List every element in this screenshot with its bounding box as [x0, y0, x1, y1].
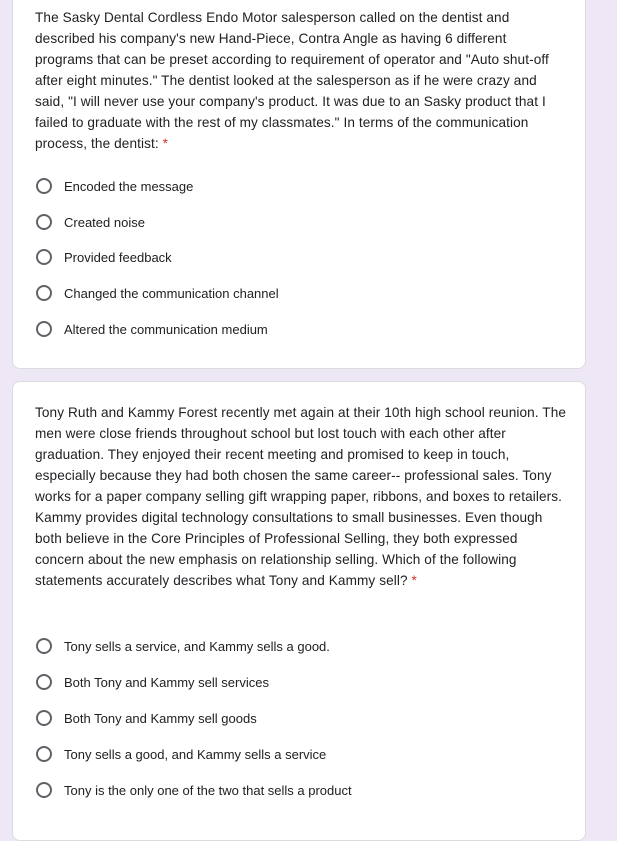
question-text: [35, 402, 567, 591]
option-label: Both Tony and Kammy sell services: [64, 674, 269, 690]
radio-button[interactable]: [36, 249, 52, 265]
option-label: Tony is the only one of the two that sells a product: [64, 782, 352, 798]
option-label: Changed the communication channel: [64, 285, 279, 301]
option-label: Tony sells a service, and Kammy sells a good.: [64, 638, 330, 654]
radio-option[interactable]: [36, 780, 352, 800]
radio-option[interactable]: [36, 672, 269, 692]
option-label: Encoded the message: [64, 178, 194, 194]
option-label: Both Tony and Kammy sell goods: [64, 710, 257, 726]
radio-button[interactable]: [36, 321, 52, 337]
radio-button[interactable]: [36, 178, 52, 194]
required-asterisk: *: [411, 573, 417, 588]
radio-button[interactable]: [36, 674, 52, 690]
option-label: Tony sells a good, and Kammy sells a service: [64, 746, 327, 762]
radio-option[interactable]: [36, 708, 257, 728]
radio-button[interactable]: [36, 710, 52, 726]
radio-option[interactable]: [36, 176, 193, 196]
radio-option[interactable]: [36, 283, 279, 303]
radio-option[interactable]: [36, 247, 172, 267]
radio-button[interactable]: [36, 746, 52, 762]
radio-button[interactable]: [36, 285, 52, 301]
question-body: Tony Ruth and Kammy Forest recently met again at their 10th high school reunion. The men were close friends throughout school but lost touch with each other after graduation. They enjoyed their recent meeting and promised to keep in touch, especially because they had both chosen the same career-- professional sales. Tony works for a paper company selling gift wrapping paper, ribbons, and boxes to retailers. Kammy provides digital technology consultations to small businesses. Even though both believe in the Core Principles of Professional Selling, they both expressed concern about the new emphasis on relationship selling. Which of the following statements accurately describes what Tony and Kammy sell?: [35, 405, 567, 588]
option-label: Created noise: [64, 214, 145, 230]
radio-option[interactable]: [36, 212, 145, 232]
radio-option[interactable]: [36, 636, 330, 656]
radio-button[interactable]: [36, 214, 52, 230]
radio-button[interactable]: [36, 782, 52, 798]
question-body: The Sasky Dental Cordless Endo Motor salesperson called on the dentist and described his company's new Hand-Piece, Contra Angle as having 6 different programs that can be preset according to requirement of operator and "Auto shut-off after eight minutes." The dentist looked at the salesperson as if he were crazy and said, "I will never use your company's product. It was due to an Sasky product that I failed to graduate with the rest of my classmates." In terms of the communication process, the dentist:: [35, 10, 549, 151]
question-card-1: [12, 0, 586, 369]
question-card-2: [12, 381, 586, 841]
required-asterisk: *: [162, 136, 169, 151]
option-label: Altered the communication medium: [64, 321, 268, 337]
radio-option[interactable]: [36, 744, 326, 764]
option-label: Provided feedback: [64, 249, 172, 265]
radio-button[interactable]: [36, 638, 52, 654]
radio-option[interactable]: [36, 319, 268, 339]
question-text: [35, 7, 567, 154]
